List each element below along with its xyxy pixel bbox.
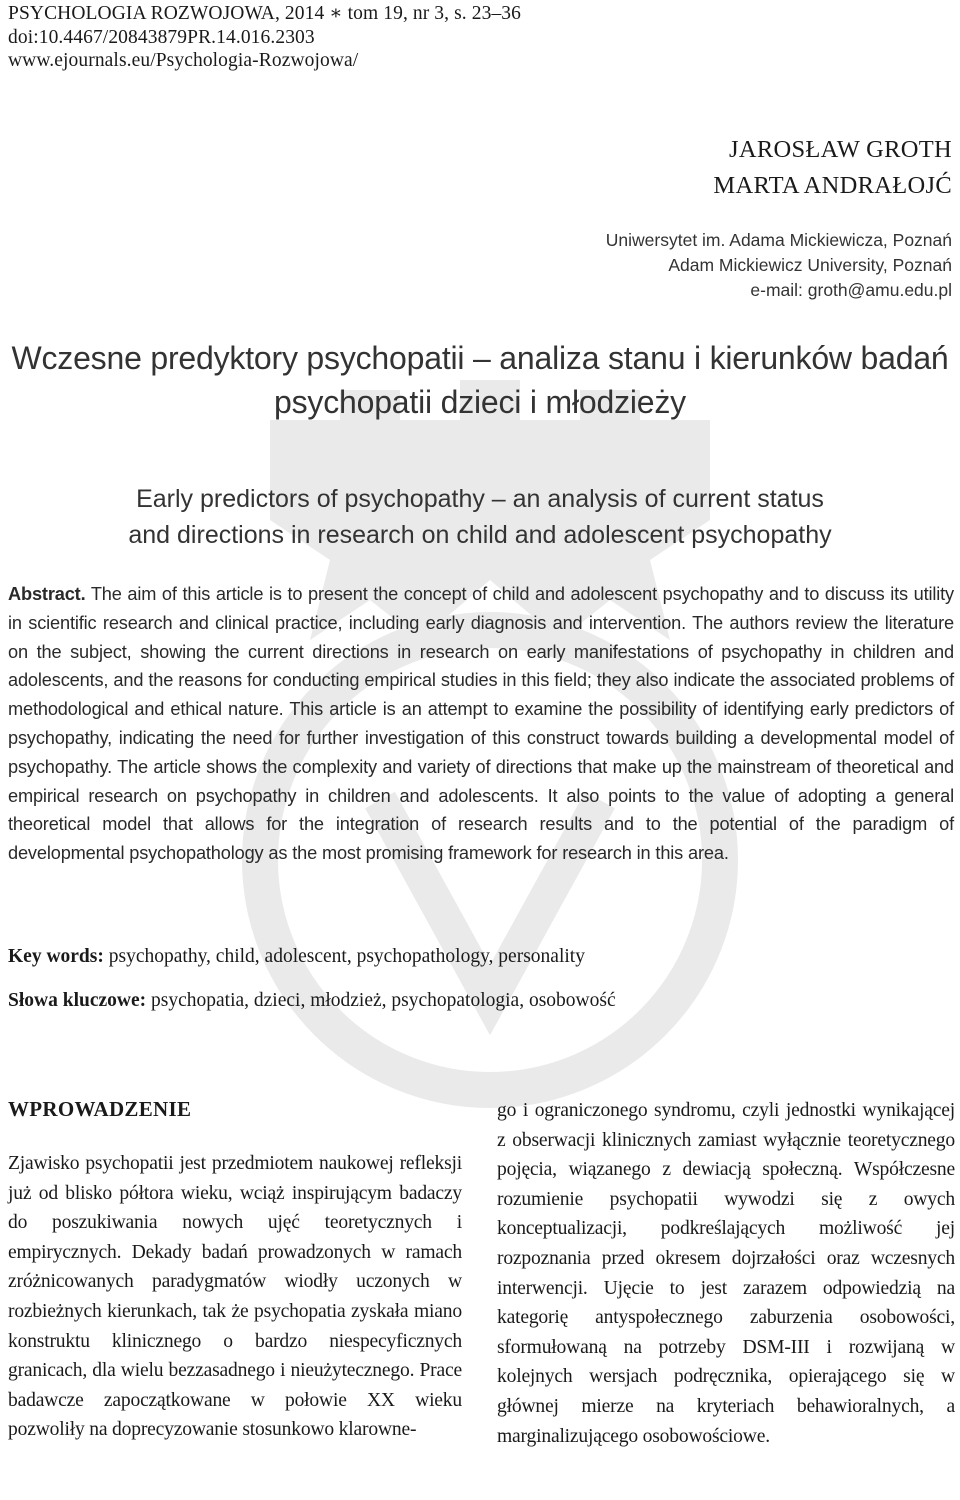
body-column-left (8, 1096, 462, 1445)
keywords-pl-label: Słowa kluczowe: (8, 990, 147, 1011)
title-polish (0, 336, 960, 424)
body-column-right (497, 1096, 955, 1451)
title-english-line: and directions in research on child and adolescent psychopathy (128, 521, 832, 549)
author-name: JAROSŁAW GROTH (729, 136, 952, 163)
doi: doi:10.4467/20843879PR.14.016.2303 (8, 26, 315, 48)
title-polish-text: Wczesne predyktory psychopatii – analiza stanu i kierunków badań psychopatii dzieci i młodzieży (11, 340, 949, 420)
section-heading: WPROWADZENIE (8, 1097, 192, 1121)
abstract-text: The aim of this article is to present the concept of child and adolescent psychopathy and to discuss its utility in scientific research and clinical practice, including early diagnosis and intervention. The authors review the literature on the subject, showing the current directions in research on early manifestations of psychopathy in children and adolescents, and the reasons for conducting empirical studies in this field; they also indicate the associated problems of methodological and ethical nature. This article is an attempt to examine the possibility of identifying early predictors of psychopathy, indicating the need for further investigation of this construct towards building a developmental model of psychopathy. The article shows the complexity and variety of directions that make up the mainstream of theoretical and empirical research on psychopathy in children and adolescents. It also points to the value of adopting a general theoretical model that allows for the integration of research results and to the potential of the paradigm of developmental psychopathology as the most promising framework for research in this area. (8, 584, 954, 864)
keywords-pl-text: psychopatia, dzieci, młodzież, psychopatologia, osobowość (151, 990, 616, 1011)
journal-url[interactable]: www.ejournals.eu/Psychologia-Rozwojowa/ (8, 50, 359, 71)
title-english-line: Early predictors of psychopathy – an analysis of current status (136, 485, 824, 513)
body-paragraph: go i ograniczonego syndromu, czyli jednostki wynikającej z obserwacji klinicznych zamiast wyłącznie teoretycznego pojęcia, wiązanego z dewiacją społeczną. Współczesne rozumienie psychopatii wywodzi się z owych konceptualizacji, podkreślających możliwość jej rozpoznania przed okresem dojrzałości oraz wczesnych interwencji. Ujęcie to jest zarazem odpowiedzią na kategorię antyspołecznego zaburzenia osobowości, sformułowaną na potrzeby DSM-III i rozwijaną w kolejnych wersjach podręcznika, opierającego się w głównej mierze na kryteriach behawioralnych, a marginalizującego osobowościowe. (497, 1100, 955, 1447)
keywords-en (8, 944, 954, 970)
affiliation-pl: Uniwersytet im. Adama Mickiewicza, Poznań (605, 230, 952, 250)
keywords-pl (8, 988, 954, 1014)
body-paragraph: Zjawisko psychopatii jest przedmiotem naukowej refleksji już od blisko półtora wieku, wciąż inspirującym badaczy do poszukiwania nowych ujęć teoretycznych i empirycznych. Dekady badań prowadzonych w ramach zróżnicowanych paradygmatów wiodły uczonych w rozbieżnych kierunkach, tak że psychopatia zyskała miano konstruktu klinicznego o bardzo niespecyficznych granicach, dla wielu bezzasadnego i nieużytecznego. Prace badawcze zapoczątkowane w połowie XX wieku pozwoliły na doprecyzowanie stosunkowo klarowne- (8, 1153, 462, 1441)
title-english (0, 481, 960, 553)
journal-header (8, 2, 521, 73)
affiliation (606, 228, 952, 303)
abstract (8, 580, 954, 868)
author-email[interactable]: e-mail: groth@amu.edu.pl (750, 280, 952, 300)
journal-citation: PSYCHOLOGIA ROZWOJOWA, 2014 ∗ tom 19, nr 3, s. 23–36 (8, 3, 521, 24)
author-name: MARTA ANDRAŁOJĆ (713, 172, 952, 199)
keywords-label: Key words: (8, 946, 104, 967)
author-list (713, 132, 952, 204)
affiliation-en: Adam Mickiewicz University, Poznań (668, 255, 952, 275)
keywords-text: psychopathy, child, adolescent, psychopathology, personality (108, 946, 585, 967)
abstract-label: Abstract. (8, 584, 86, 604)
